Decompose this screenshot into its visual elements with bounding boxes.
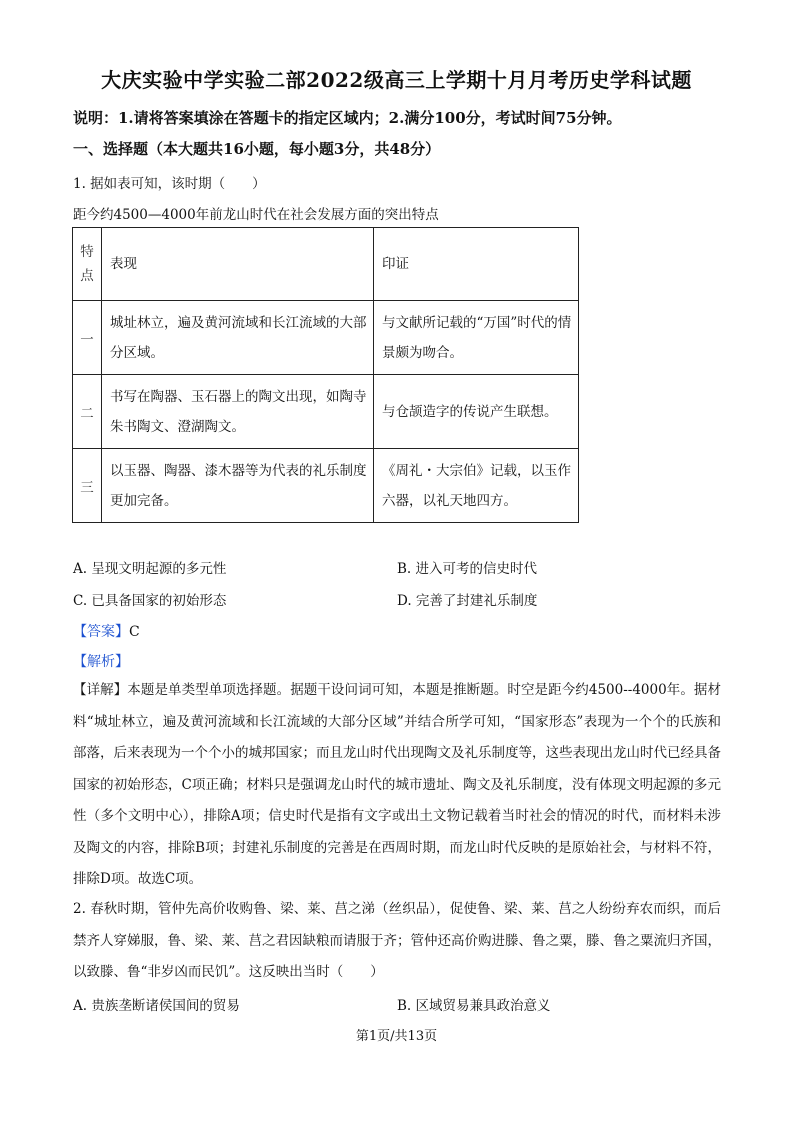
header-feature-char-1: 特 (80, 244, 94, 260)
table-header-row (73, 228, 579, 301)
answer-tag: 【答案】 (73, 624, 129, 640)
header-cell-feature (73, 228, 102, 301)
header-feature-char-2: 点 (80, 268, 94, 284)
table-row (73, 449, 579, 523)
row-evidence: 与仓颉造字的传说产生联想。 (374, 375, 579, 449)
table-row (73, 301, 579, 375)
q1-option-a: A. 呈现文明起源的多元性 (73, 561, 227, 577)
row-number: 一 (73, 301, 102, 375)
row-manifestation: 以玉器、陶器、漆木器等为代表的礼乐制度更加完备。 (102, 449, 374, 523)
page-footer: 第1页/共13页 (355, 1029, 438, 1044)
q1-option-d: D. 完善了封建礼乐制度 (397, 593, 538, 609)
answer-line (73, 621, 140, 641)
row-number: 二 (73, 375, 102, 449)
row-evidence: 《周礼・大宗伯》记载，以玉作六器，以礼天地四方。 (374, 449, 579, 523)
header-cell-evidence: 印证 (374, 228, 579, 301)
row-manifestation: 书写在陶器、玉石器上的陶文出现，如陶寺朱书陶文、澄湖陶文。 (102, 375, 374, 449)
q1-option-c: C. 已具备国家的初始形态 (73, 593, 227, 609)
question-2-stem: 2. 春秋时期，管仲先高价收购鲁、梁、莱、莒之涕（丝织品），促使鲁、梁、莱、莒之人纷纷弃农而织，而后禁齐人穿娣服，鲁、梁、莱、莒之君因缺粮而请服于齐；管仲还高价购进滕、鲁之粟，滕、鲁之粟流归齐国，以致滕、鲁“非岁凶而民饥”。这反映出当时（ ） (73, 901, 721, 980)
row-number: 三 (73, 449, 102, 523)
feature-table (72, 227, 579, 523)
q1-option-b: B. 进入可考的信史时代 (397, 561, 538, 577)
row-evidence: 与文献所记载的“万国”时代的情景颇为吻合。 (374, 301, 579, 375)
q2-option-b: B. 区域贸易兼具政治意义 (397, 998, 551, 1014)
table-caption: 距今约4500—4000年前龙山时代在社会发展方面的突出特点 (73, 207, 439, 223)
answer-value: C (129, 624, 140, 640)
q2-option-a: A. 贵族垄断诸侯国间的贸易 (73, 998, 240, 1014)
exam-instructions: 说明：1.请将答案填涂在答题卡的指定区域内；2.满分100分，考试时间75分钟。 (73, 109, 622, 127)
page-title: 大庆实验中学实验二部2022级高三上学期十月月考历史学科试题 (101, 68, 692, 92)
question-1-stem: 1. 据如表可知，该时期（ ） (73, 176, 266, 192)
header-cell-manifestation: 表现 (102, 228, 374, 301)
row-manifestation: 城址林立，遍及黄河流域和长江流域的大部分区域。 (102, 301, 374, 375)
analysis-tag: 【解析】 (73, 654, 129, 670)
table-row (73, 375, 579, 449)
q1-detail-explanation: 【详解】本题是单类型单项选择题。据题干设问词可知，本题是推断题。时空是距今约4500--4000年。据材料“城址林立，遍及黄河流域和长江流域的大部分区域”并结合所学可知，“国家形态”表现为一个个的氏族和部落，后来表现为一个个小的城邦国家；而且龙山时代出现陶文及礼乐制度等，这些表现出龙山时代已经具备国家的初始形态，C项正确；材料只是强调龙山时代的城市遗址、陶文及礼乐制度，没有体现文明起源的多元性（多个文明中心），排除A项；信史时代是指有文字或出土文物记载着当时社会的情况的时代，而材料未涉及陶文的内容，排除B项；封建礼乐制度的完善是在西周时期，而龙山时代反映的是原始社会，与材料不符，排除D项。故选C项。 (73, 682, 721, 887)
section-heading: 一、选择题（本大题共16小题，每小题3分，共48分） (73, 140, 441, 158)
